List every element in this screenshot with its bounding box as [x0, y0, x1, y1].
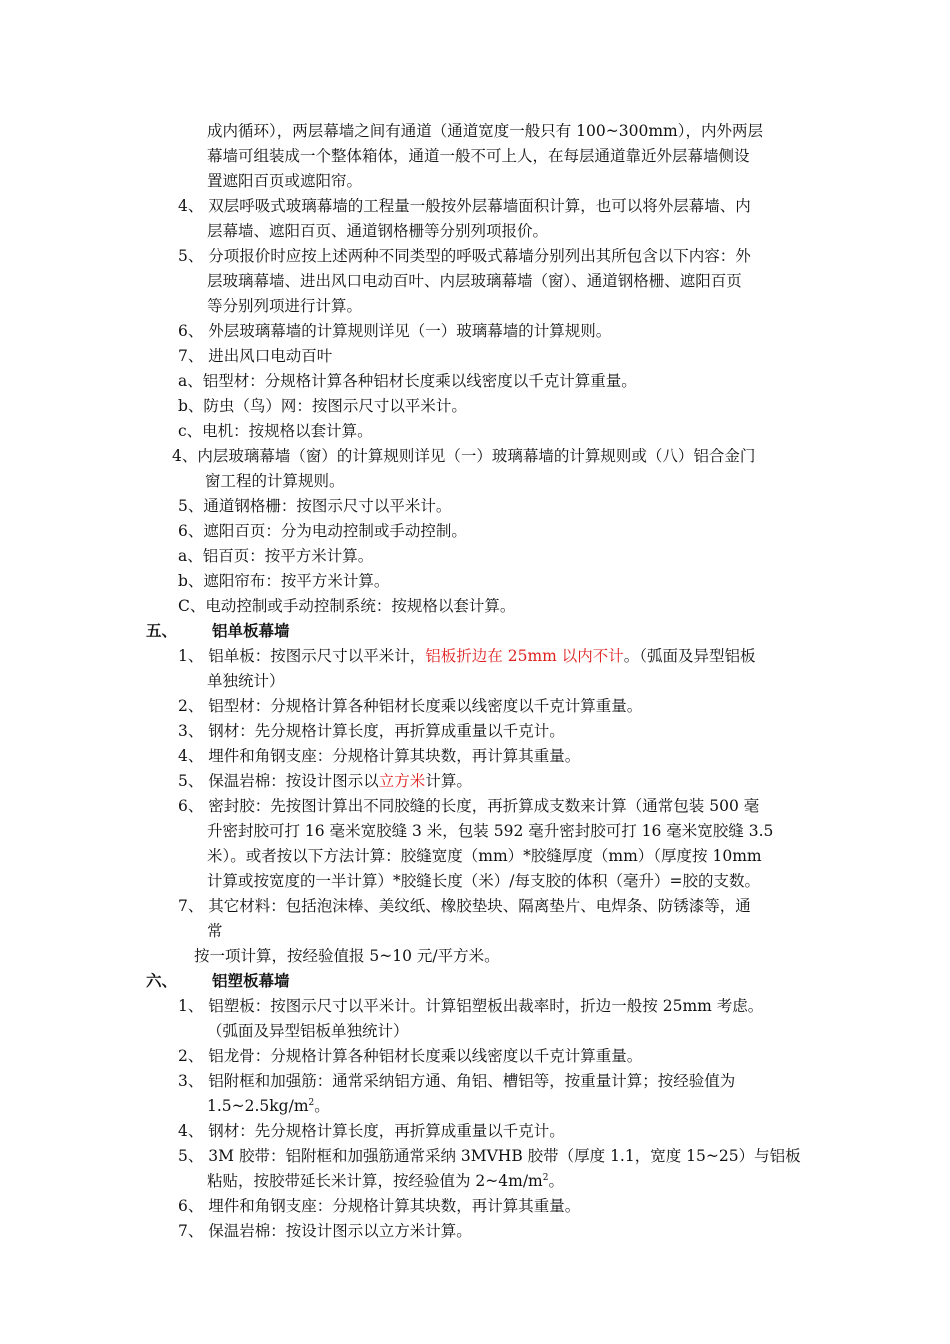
text-span: 1、 铝单板：按图示尺寸以平米计，: [178, 647, 426, 665]
text-line: 成内循环），两层幕墙之间有通道（通道宽度一般只有 100~300mm），内外两层: [207, 122, 763, 140]
list-item: 7、 其它材料：包括泡沫棒、美纹纸、橡胶垫块、隔离垫片、电焊条、防锈漆等，通: [178, 897, 751, 915]
text-line: （弧面及异型铝板单独统计）: [207, 1022, 409, 1040]
list-item: 5、通道钢格栅：按图示尺寸以平米计。: [178, 497, 452, 515]
text-line: 层玻璃幕墙、进出风口电动百叶、内层玻璃幕墙（窗）、通道钢格栅、遮阳百页: [207, 272, 742, 290]
list-item: [178, 771, 472, 791]
section-heading: 铝单板幕墙: [212, 621, 290, 640]
text-span: 1.5~2.5kg/m: [207, 1097, 309, 1115]
text-span: 计算。: [425, 772, 472, 790]
text-line: 升密封胶可打 16 毫米宽胶缝 3 米，包装 592 毫升密封胶可打 16 毫米宽胶缝 3.5: [207, 822, 774, 840]
list-item: 4、 双层呼吸式玻璃幕墙的工程量一般按外层幕墙面积计算，也可以将外层幕墙、内: [178, 197, 751, 215]
text-line: 计算或按宽度的一半计算）*胶缝长度（米）/每支胶的体积（毫升）=胶的支数。: [207, 872, 760, 890]
superscript: 2: [308, 1097, 315, 1108]
text-span: 。: [548, 1172, 565, 1190]
list-item: 1、 铝塑板：按图示尺寸以平米计。计算铝塑板出裁率时，折边一般按 25mm 考虑。: [178, 997, 764, 1015]
list-item: b、防虫（鸟）网：按图示尺寸以平米计。: [178, 397, 467, 415]
text-line: 按一项计算，按经验值报 5~10 元/平方米。: [194, 947, 500, 965]
list-item: 6、遮阳百页：分为电动控制或手动控制。: [178, 522, 467, 540]
list-item: 2、 铝龙骨：分规格计算各种铝材长度乘以线密度以千克计算重量。: [178, 1047, 643, 1065]
list-item: 6、 埋件和角钢支座：分规格计算其块数，再计算其重量。: [178, 1197, 581, 1215]
list-item: 3、 铝附框和加强筋：通常采纳铝方通、角铝、槽铝等，按重量计算；按经验值为: [178, 1072, 736, 1090]
list-item: [178, 646, 756, 666]
text-line: 窗工程的计算规则。: [205, 472, 345, 490]
text-line: 幕墙可组装成一个整体箱体，通道一般不可上人，在每层通道靠近外层幕墙侧设: [207, 147, 750, 165]
list-item: c、电机：按规格以套计算。: [178, 422, 373, 440]
list-item: 3、 钢材：先分规格计算长度，再折算成重量以千克计。: [178, 722, 565, 740]
text-line: [207, 1096, 330, 1116]
highlight-text: 立方米: [378, 772, 426, 790]
list-item: a、铝型材：分规格计算各种铝材长度乘以线密度以千克计算重量。: [178, 372, 637, 390]
text-span: 。: [314, 1097, 330, 1115]
text-span: 粘贴，按胶带延长米计算，按经验值为 2~4m/m: [207, 1172, 543, 1190]
list-item: 6、 密封胶：先按图计算出不同胶缝的长度，再折算成支数来计算（通常包装 500 毫: [178, 797, 760, 815]
text-line: 常: [207, 922, 223, 940]
list-item: 5、 分项报价时应按上述两种不同类型的呼吸式幕墙分别列出其所包含以下内容：外: [178, 247, 751, 265]
list-item: 2、 铝型材：分规格计算各种铝材长度乘以线密度以千克计算重量。: [178, 697, 643, 715]
list-item: 6、 外层玻璃幕墙的计算规则详见（一）玻璃幕墙的计算规则。: [178, 322, 612, 340]
list-item: 7、 进出风口电动百叶: [178, 347, 333, 365]
list-item: C、电动控制或手动控制系统：按规格以套计算。: [178, 597, 516, 615]
text-span: 。（弧面及异型铝板: [623, 647, 756, 665]
section-heading: 铝塑板幕墙: [212, 971, 290, 990]
list-item: a、铝百页：按平方米计算。: [178, 547, 374, 565]
text-line: 等分别列项进行计算。: [207, 297, 363, 315]
superscript: 2: [542, 1172, 549, 1183]
section-number: 五、: [146, 621, 178, 640]
text-line: 单独统计）: [207, 672, 285, 690]
list-item: 5、 3M 胶带：铝附框和加强筋通常采纳 3MVHB 胶带（厚度 1.1，宽度 15~25）与铝板: [178, 1147, 801, 1165]
section-number: 六、: [146, 971, 178, 990]
list-item: 4、 埋件和角钢支座：分规格计算其块数，再计算其重量。: [178, 747, 581, 765]
text-line: [207, 1171, 564, 1191]
text-line: 层幕墙、遮阳百页、通道钢格栅等分别列项报价。: [207, 222, 549, 240]
list-item: 7、 保温岩棉：按设计图示以立方米计算。: [178, 1222, 472, 1240]
text-line: 置遮阳百页或遮阳帘。: [207, 172, 363, 190]
list-item: b、遮阳帘布：按平方米计算。: [178, 572, 390, 590]
text-span: 5、 保温岩棉：按设计图示以: [178, 772, 379, 790]
text-line: 米）。或者按以下方法计算：胶缝宽度（mm）*胶缝厚度（mm）（厚度按 10mm: [207, 847, 762, 865]
list-item: 4、内层玻璃幕墙（窗）的计算规则详见（一）玻璃幕墙的计算规则或（八）铝合金门: [172, 447, 756, 465]
highlight-text: 铝板折边在 25mm 以内不计: [425, 647, 624, 665]
list-item: 4、 钢材：先分规格计算长度，再折算成重量以千克计。: [178, 1122, 565, 1140]
